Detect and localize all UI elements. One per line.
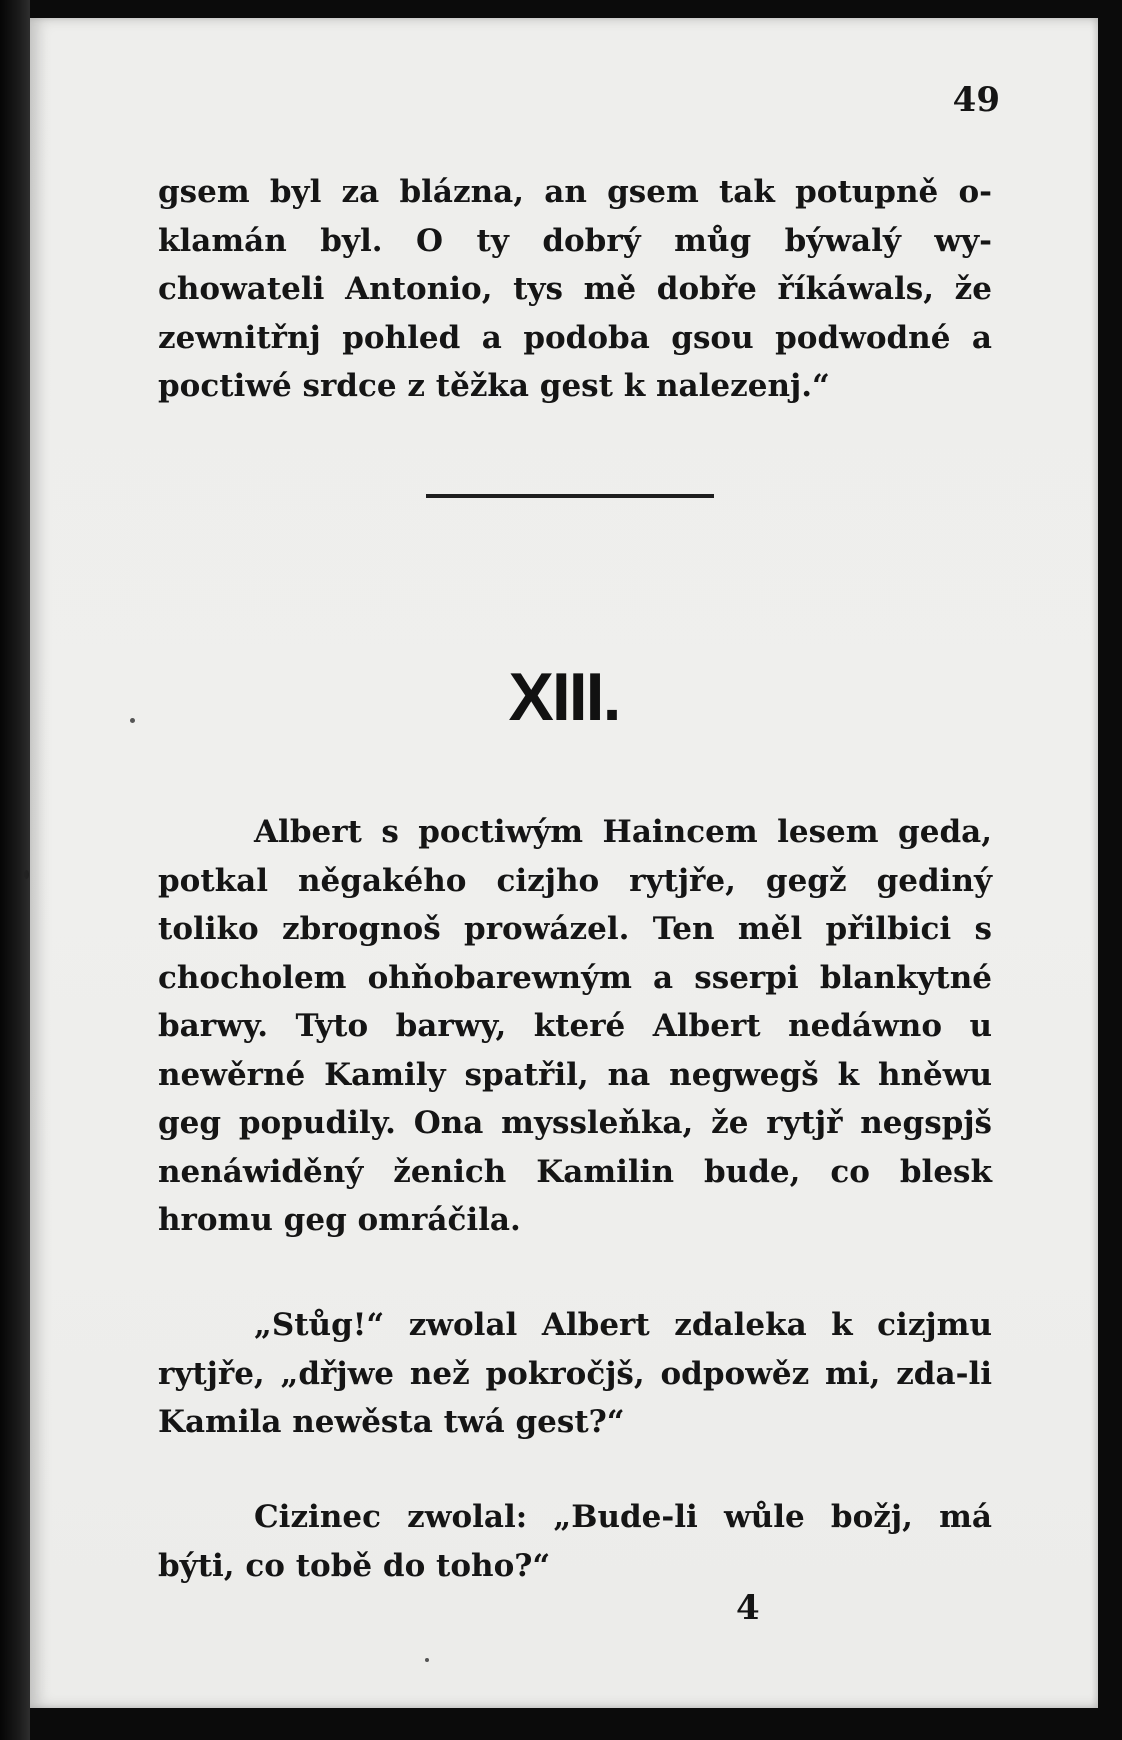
paragraph-3: „Stůg!“ zwolal Albert zdaleka k cizjmu rytjře, „dřjwe než pokročjš, odpowěz mi, zda-li Kamila newěsta twá gest?“	[158, 1307, 992, 1440]
chapter-heading: XIII.	[508, 659, 620, 735]
book-page	[30, 18, 1098, 1708]
paragraph-2: Albert s poctiwým Haincem lesem geda, potkal něgakého cizjho rytjře, gegž gediný toliko zbrognoš prowázel. Ten měl přilbici s chocholem ohňobarewným a sserpi blankytné barwy. Tyto barwy, které Albert nedáwno u newěrné Kamily spatřil, na negwegš k hněwu geg popudily. Ona myssleňka, že rytjř negspjš nenáwiděný ženich Kamilin bude, co blesk hromu geg omráčila.	[158, 814, 992, 1238]
paper-speck	[425, 1658, 429, 1662]
section-divider-rule	[426, 494, 714, 498]
paragraph-4: Cizinec zwolal: „Bude-li wůle božj, má býti, co tobě do toho?“	[158, 1499, 992, 1584]
paper-speck	[130, 718, 135, 723]
page-number: 49	[952, 80, 1000, 120]
paper-speck	[24, 870, 29, 879]
paragraph-1: gsem byl za blázna, an gsem tak potupně o-klamán byl. O ty dobrý můg býwalý wy-chowateli Antonio, tys mě dobře říkáwals, že zewnitřnj pohled a podoba gsou podwodné a poctiwé srdce z těžka gest k nalezenj.“	[158, 174, 992, 404]
signature-mark: 4	[736, 1588, 760, 1628]
